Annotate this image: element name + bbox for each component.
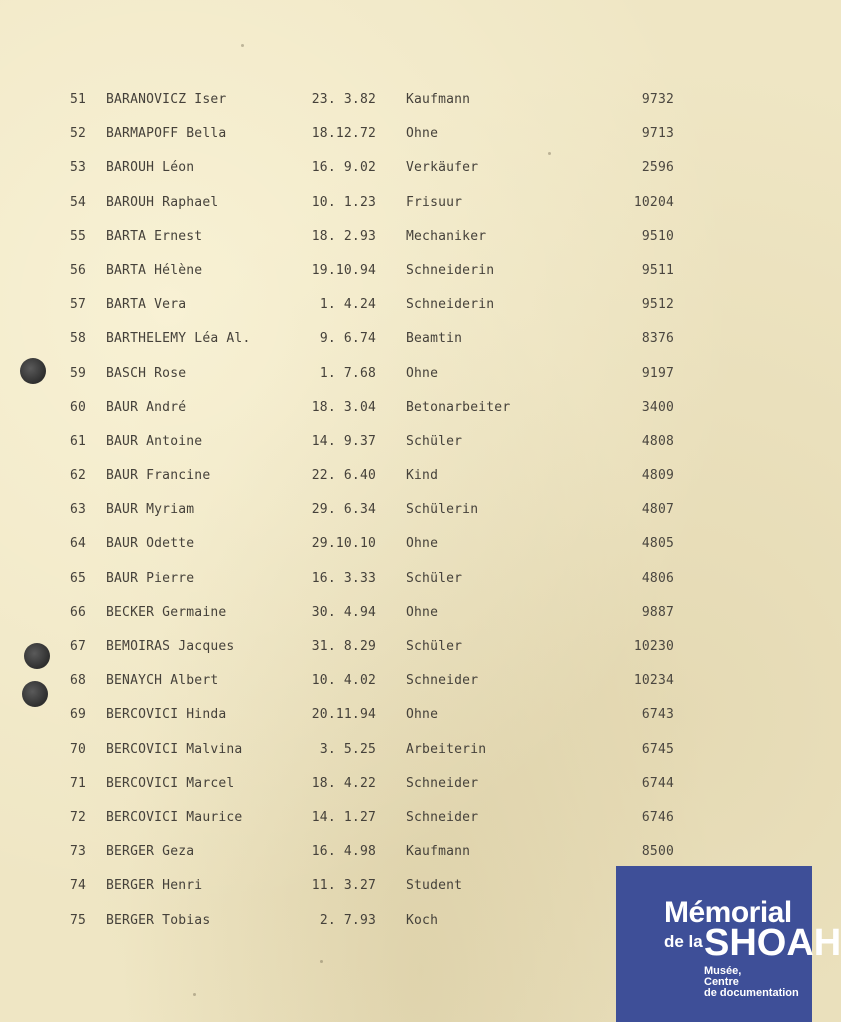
list-row bbox=[0, 703, 812, 737]
logo-shoah: SHOAH bbox=[704, 922, 841, 964]
person-name: BARTA Hélène bbox=[106, 262, 203, 278]
record-code: 9713 bbox=[641, 126, 674, 142]
birth-date: 23. 3.82 bbox=[311, 92, 376, 107]
occupation: Kind bbox=[406, 468, 439, 484]
person-name: BERGER Henri bbox=[106, 878, 203, 894]
person-name: BERGER Geza bbox=[106, 844, 195, 860]
list-row bbox=[0, 806, 812, 840]
list-row bbox=[0, 156, 812, 190]
person-name: BERCOVICI Marcel bbox=[106, 775, 235, 791]
paper-speck bbox=[241, 44, 244, 47]
row-number: 74 bbox=[70, 878, 87, 894]
record-code: 4809 bbox=[641, 468, 674, 484]
occupation: Kaufmann bbox=[406, 92, 471, 107]
row-number: 72 bbox=[70, 809, 87, 825]
birth-date: 18.12.72 bbox=[311, 126, 376, 142]
person-name: BENAYCH Albert bbox=[106, 673, 219, 689]
row-number: 68 bbox=[70, 673, 87, 689]
birth-date: 18. 2.93 bbox=[311, 228, 376, 244]
row-number: 66 bbox=[70, 604, 87, 620]
person-name: BARTHELEMY Léa Al. bbox=[106, 331, 251, 347]
occupation: Beamtin bbox=[406, 331, 463, 347]
list-row bbox=[0, 396, 812, 430]
person-name: BERCOVICI Maurice bbox=[106, 809, 243, 825]
record-code: 9887 bbox=[641, 604, 674, 620]
person-name: BERCOVICI Hinda bbox=[106, 707, 227, 723]
person-name: BAUR Myriam bbox=[106, 502, 195, 518]
birth-date: 29.10.10 bbox=[311, 536, 376, 552]
list-row bbox=[0, 191, 812, 225]
record-code: 9511 bbox=[641, 262, 674, 278]
person-name: BARMAPOFF Bella bbox=[106, 126, 227, 142]
list-row bbox=[0, 362, 812, 396]
occupation: Schneiderin bbox=[406, 262, 495, 278]
list-row bbox=[0, 738, 812, 772]
row-number: 60 bbox=[70, 399, 87, 415]
row-number: 69 bbox=[70, 707, 87, 723]
list-row bbox=[0, 430, 812, 464]
list-row bbox=[0, 532, 812, 566]
record-code: 4805 bbox=[641, 536, 674, 552]
occupation: Schüler bbox=[406, 639, 463, 654]
deportee-list bbox=[0, 88, 812, 943]
occupation: Ohne bbox=[406, 707, 439, 723]
row-number: 51 bbox=[70, 92, 87, 107]
occupation: Ohne bbox=[406, 536, 439, 552]
occupation: Schneiderin bbox=[406, 297, 495, 313]
row-number: 54 bbox=[70, 194, 87, 210]
row-number: 63 bbox=[70, 502, 87, 518]
row-number: 67 bbox=[70, 639, 87, 654]
record-code: 9510 bbox=[641, 228, 674, 244]
person-name: BAUR Antoine bbox=[106, 433, 203, 449]
row-number: 75 bbox=[70, 912, 87, 928]
row-number: 70 bbox=[70, 741, 87, 757]
birth-date: 29. 6.34 bbox=[311, 502, 376, 518]
record-code: 10230 bbox=[633, 639, 674, 654]
birth-date: 1. 4.24 bbox=[319, 297, 376, 313]
list-row bbox=[0, 88, 812, 122]
person-name: BERCOVICI Malvina bbox=[106, 741, 243, 757]
person-name: BAUR Pierre bbox=[106, 570, 195, 586]
occupation: Arbeiterin bbox=[406, 741, 487, 757]
person-name: BAUR Francine bbox=[106, 468, 211, 484]
record-code: 9512 bbox=[641, 297, 674, 313]
birth-date: 2. 7.93 bbox=[319, 912, 376, 928]
logo-de-la: de la bbox=[664, 932, 703, 951]
record-code: 8500 bbox=[641, 844, 674, 860]
birth-date: 14. 1.27 bbox=[311, 809, 376, 825]
row-number: 58 bbox=[70, 331, 87, 347]
person-name: BARANOVICZ Iser bbox=[106, 92, 227, 107]
list-row bbox=[0, 635, 812, 669]
birth-date: 18. 3.04 bbox=[311, 399, 376, 415]
record-code: 4806 bbox=[641, 570, 674, 586]
occupation: Ohne bbox=[406, 604, 439, 620]
paper-speck bbox=[320, 960, 323, 963]
occupation: Schneider bbox=[406, 775, 479, 791]
row-number: 55 bbox=[70, 228, 87, 244]
occupation: Schüler bbox=[406, 570, 463, 586]
row-number: 61 bbox=[70, 433, 87, 449]
record-code: 3400 bbox=[641, 399, 674, 415]
occupation: Ohne bbox=[406, 365, 439, 381]
list-row bbox=[0, 567, 812, 601]
birth-date: 16. 9.02 bbox=[311, 160, 376, 176]
paper-speck bbox=[193, 993, 196, 996]
memorial-logo bbox=[616, 866, 841, 1022]
row-number: 53 bbox=[70, 160, 87, 176]
occupation: Schülerin bbox=[406, 502, 479, 518]
row-number: 52 bbox=[70, 126, 87, 142]
birth-date: 16. 3.33 bbox=[311, 570, 376, 586]
person-name: BAROUH Raphael bbox=[106, 194, 219, 210]
birth-date: 19.10.94 bbox=[311, 262, 376, 278]
list-row bbox=[0, 259, 812, 293]
record-code: 10234 bbox=[633, 673, 674, 689]
record-code: 6746 bbox=[641, 809, 674, 825]
row-number: 71 bbox=[70, 775, 87, 791]
row-number: 73 bbox=[70, 844, 87, 860]
row-number: 57 bbox=[70, 297, 87, 313]
occupation: Student bbox=[406, 878, 463, 894]
occupation: Schneider bbox=[406, 673, 479, 689]
person-name: BASCH Rose bbox=[106, 365, 187, 381]
record-code: 2596 bbox=[641, 160, 674, 176]
person-name: BEMOIRAS Jacques bbox=[106, 639, 235, 654]
record-code: 6744 bbox=[641, 775, 674, 791]
row-number: 65 bbox=[70, 570, 87, 586]
person-name: BAUR André bbox=[106, 399, 187, 415]
birth-date: 18. 4.22 bbox=[311, 775, 376, 791]
record-code: 4808 bbox=[641, 433, 674, 449]
record-code: 9197 bbox=[641, 365, 674, 381]
record-code: 9732 bbox=[641, 92, 674, 107]
row-number: 56 bbox=[70, 262, 87, 278]
occupation: Frisuur bbox=[406, 194, 463, 210]
occupation: Schneider bbox=[406, 809, 479, 825]
person-name: BARTA Ernest bbox=[106, 228, 203, 244]
birth-date: 3. 5.25 bbox=[319, 741, 376, 757]
occupation: Kaufmann bbox=[406, 844, 471, 860]
birth-date: 20.11.94 bbox=[311, 707, 376, 723]
person-name: BECKER Germaine bbox=[106, 604, 227, 620]
occupation: Ohne bbox=[406, 126, 439, 142]
birth-date: 10. 4.02 bbox=[311, 673, 376, 689]
logo-sub-line: de documentation bbox=[704, 987, 799, 999]
row-number: 62 bbox=[70, 468, 87, 484]
logo-sub-line: Musée, bbox=[704, 965, 742, 977]
record-code: 8376 bbox=[641, 331, 674, 347]
logo-subtitle bbox=[704, 966, 799, 999]
record-code: 6743 bbox=[641, 707, 674, 723]
list-row bbox=[0, 293, 812, 327]
birth-date: 30. 4.94 bbox=[311, 604, 376, 620]
birth-date: 31. 8.29 bbox=[311, 639, 376, 654]
occupation: Schüler bbox=[406, 433, 463, 449]
list-row bbox=[0, 122, 812, 156]
logo-memorial: Mémorial bbox=[664, 896, 792, 929]
list-row bbox=[0, 498, 812, 532]
record-code: 4807 bbox=[641, 502, 674, 518]
person-name: BERGER Tobias bbox=[106, 912, 211, 928]
list-row bbox=[0, 669, 812, 703]
row-number: 59 bbox=[70, 365, 87, 381]
occupation: Koch bbox=[406, 912, 439, 928]
person-name: BARTA Vera bbox=[106, 297, 187, 313]
logo-sub-line: Centre bbox=[704, 976, 739, 988]
record-code: 10204 bbox=[633, 194, 674, 210]
list-row bbox=[0, 601, 812, 635]
birth-date: 22. 6.40 bbox=[311, 468, 376, 484]
record-code: 6745 bbox=[641, 741, 674, 757]
list-row bbox=[0, 327, 812, 361]
birth-date: 10. 1.23 bbox=[311, 194, 376, 210]
occupation: Betonarbeiter bbox=[406, 399, 511, 415]
list-row bbox=[0, 772, 812, 806]
birth-date: 14. 9.37 bbox=[311, 433, 376, 449]
list-row bbox=[0, 464, 812, 498]
occupation: Verkäufer bbox=[406, 160, 479, 176]
occupation: Mechaniker bbox=[406, 228, 487, 244]
birth-date: 11. 3.27 bbox=[311, 878, 376, 894]
person-name: BAUR Odette bbox=[106, 536, 195, 552]
person-name: BAROUH Léon bbox=[106, 160, 195, 176]
birth-date: 1. 7.68 bbox=[319, 365, 376, 381]
list-row bbox=[0, 225, 812, 259]
birth-date: 9. 6.74 bbox=[319, 331, 376, 347]
row-number: 64 bbox=[70, 536, 87, 552]
birth-date: 16. 4.98 bbox=[311, 844, 376, 860]
